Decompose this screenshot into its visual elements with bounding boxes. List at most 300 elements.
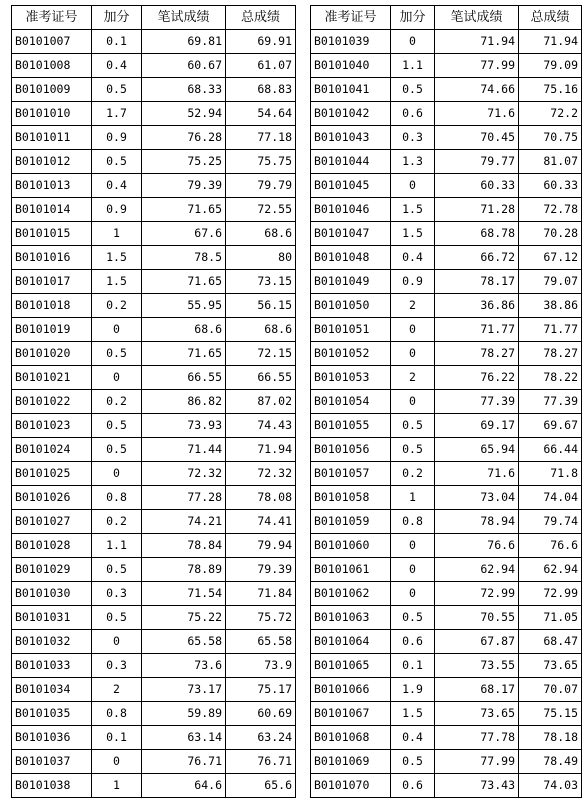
cell-total-score: 69.91: [226, 30, 296, 54]
table-row: [12, 486, 296, 510]
cell-bonus: 0.4: [92, 174, 142, 198]
cell-written-score: 36.86: [435, 294, 519, 318]
table-row: [12, 366, 296, 390]
cell-bonus: 0: [391, 174, 435, 198]
cell-candidate-id: B0101022: [12, 390, 92, 414]
cell-candidate-id: B0101041: [311, 78, 391, 102]
cell-total-score: 74.43: [226, 414, 296, 438]
cell-candidate-id: B0101052: [311, 342, 391, 366]
cell-total-score: 76.6: [519, 534, 582, 558]
cell-bonus: 1.5: [391, 222, 435, 246]
cell-total-score: 71.77: [519, 318, 582, 342]
cell-written-score: 73.93: [142, 414, 226, 438]
cell-total-score: 73.9: [226, 654, 296, 678]
cell-candidate-id: B0101033: [12, 654, 92, 678]
cell-candidate-id: B0101044: [311, 150, 391, 174]
table-row: [311, 486, 582, 510]
table-row: [311, 150, 582, 174]
score-table-right: [310, 5, 582, 798]
cell-bonus: 0.3: [391, 126, 435, 150]
cell-bonus: 0.5: [92, 438, 142, 462]
cell-written-score: 78.84: [142, 534, 226, 558]
cell-bonus: 0: [391, 558, 435, 582]
cell-candidate-id: B0101034: [12, 678, 92, 702]
cell-written-score: 75.22: [142, 606, 226, 630]
cell-total-score: 75.72: [226, 606, 296, 630]
table-row: [12, 102, 296, 126]
cell-bonus: 0: [391, 318, 435, 342]
cell-written-score: 69.81: [142, 30, 226, 54]
cell-bonus: 0.1: [92, 726, 142, 750]
cell-written-score: 86.82: [142, 390, 226, 414]
cell-written-score: 71.65: [142, 342, 226, 366]
cell-candidate-id: B0101048: [311, 246, 391, 270]
cell-written-score: 62.94: [435, 558, 519, 582]
cell-bonus: 0.6: [391, 774, 435, 798]
cell-written-score: 78.17: [435, 270, 519, 294]
cell-candidate-id: B0101065: [311, 654, 391, 678]
cell-candidate-id: B0101057: [311, 462, 391, 486]
cell-candidate-id: B0101028: [12, 534, 92, 558]
cell-written-score: 75.25: [142, 150, 226, 174]
table-row: [12, 78, 296, 102]
table-row: [12, 150, 296, 174]
cell-bonus: 0.8: [391, 510, 435, 534]
table-row: [311, 30, 582, 54]
cell-total-score: 74.04: [519, 486, 582, 510]
cell-written-score: 65.58: [142, 630, 226, 654]
score-table-left: [11, 5, 296, 798]
table-row: [12, 270, 296, 294]
table-row: [311, 222, 582, 246]
cell-written-score: 66.55: [142, 366, 226, 390]
cell-candidate-id: B0101058: [311, 486, 391, 510]
cell-candidate-id: B0101051: [311, 318, 391, 342]
cell-bonus: 0.1: [391, 654, 435, 678]
table-row: [311, 702, 582, 726]
cell-written-score: 71.65: [142, 198, 226, 222]
cell-total-score: 77.39: [519, 390, 582, 414]
cell-written-score: 73.17: [142, 678, 226, 702]
table-row: [12, 678, 296, 702]
cell-total-score: 77.18: [226, 126, 296, 150]
table-row: [311, 510, 582, 534]
cell-written-score: 71.54: [142, 582, 226, 606]
header-row: [12, 6, 296, 30]
table-row: [311, 678, 582, 702]
table-row: [12, 342, 296, 366]
cell-total-score: 72.32: [226, 462, 296, 486]
cell-bonus: 1: [92, 222, 142, 246]
cell-bonus: 1.5: [391, 198, 435, 222]
cell-total-score: 68.6: [226, 222, 296, 246]
cell-candidate-id: B0101007: [12, 30, 92, 54]
cell-total-score: 61.07: [226, 54, 296, 78]
cell-total-score: 79.39: [226, 558, 296, 582]
cell-written-score: 79.77: [435, 150, 519, 174]
cell-bonus: 0: [391, 30, 435, 54]
cell-candidate-id: B0101038: [12, 774, 92, 798]
cell-total-score: 79.09: [519, 54, 582, 78]
table-row: [12, 654, 296, 678]
cell-total-score: 56.15: [226, 294, 296, 318]
cell-candidate-id: B0101055: [311, 414, 391, 438]
cell-total-score: 65.6: [226, 774, 296, 798]
cell-candidate-id: B0101059: [311, 510, 391, 534]
cell-bonus: 0.2: [92, 294, 142, 318]
table-row: [311, 270, 582, 294]
cell-total-score: 78.49: [519, 750, 582, 774]
table-row: [12, 510, 296, 534]
cell-total-score: 79.94: [226, 534, 296, 558]
cell-bonus: 0.6: [391, 102, 435, 126]
cell-bonus: 0: [391, 342, 435, 366]
cell-total-score: 68.83: [226, 78, 296, 102]
cell-bonus: 1.5: [92, 270, 142, 294]
table-row: [311, 294, 582, 318]
cell-bonus: 0: [391, 390, 435, 414]
cell-candidate-id: B0101068: [311, 726, 391, 750]
cell-total-score: 60.69: [226, 702, 296, 726]
cell-candidate-id: B0101064: [311, 630, 391, 654]
cell-written-score: 77.78: [435, 726, 519, 750]
cell-candidate-id: B0101047: [311, 222, 391, 246]
cell-bonus: 0.8: [92, 702, 142, 726]
cell-total-score: 78.27: [519, 342, 582, 366]
cell-total-score: 73.15: [226, 270, 296, 294]
cell-bonus: 0.5: [92, 78, 142, 102]
cell-total-score: 70.75: [519, 126, 582, 150]
cell-bonus: 1.7: [92, 102, 142, 126]
header-total-score: 总成绩: [519, 6, 582, 30]
table-row: [311, 198, 582, 222]
header-bonus: 加分: [391, 6, 435, 30]
cell-total-score: 54.64: [226, 102, 296, 126]
cell-written-score: 71.94: [435, 30, 519, 54]
cell-candidate-id: B0101018: [12, 294, 92, 318]
table-row: [311, 558, 582, 582]
cell-total-score: 75.75: [226, 150, 296, 174]
cell-written-score: 73.6: [142, 654, 226, 678]
cell-written-score: 65.94: [435, 438, 519, 462]
cell-candidate-id: B0101045: [311, 174, 391, 198]
cell-candidate-id: B0101040: [311, 54, 391, 78]
cell-written-score: 66.72: [435, 246, 519, 270]
cell-bonus: 2: [391, 294, 435, 318]
table-row: [12, 30, 296, 54]
table-row: [12, 462, 296, 486]
cell-candidate-id: B0101021: [12, 366, 92, 390]
cell-candidate-id: B0101062: [311, 582, 391, 606]
header-row: [311, 6, 582, 30]
cell-candidate-id: B0101039: [311, 30, 391, 54]
cell-written-score: 52.94: [142, 102, 226, 126]
cell-bonus: 0: [92, 366, 142, 390]
table-row: [12, 606, 296, 630]
table-row: [311, 78, 582, 102]
table-row: [311, 414, 582, 438]
cell-candidate-id: B0101027: [12, 510, 92, 534]
cell-bonus: 0: [92, 462, 142, 486]
cell-candidate-id: B0101032: [12, 630, 92, 654]
cell-written-score: 71.6: [435, 102, 519, 126]
cell-bonus: 0.5: [391, 750, 435, 774]
header-written-score: 笔试成绩: [142, 6, 226, 30]
cell-total-score: 66.55: [226, 366, 296, 390]
cell-candidate-id: B0101063: [311, 606, 391, 630]
cell-written-score: 77.28: [142, 486, 226, 510]
cell-candidate-id: B0101036: [12, 726, 92, 750]
cell-bonus: 0: [391, 582, 435, 606]
header-candidate-id: 准考证号: [311, 6, 391, 30]
table-row: [311, 390, 582, 414]
cell-candidate-id: B0101061: [311, 558, 391, 582]
table-row: [311, 174, 582, 198]
cell-written-score: 70.45: [435, 126, 519, 150]
cell-bonus: 2: [92, 678, 142, 702]
cell-written-score: 68.17: [435, 678, 519, 702]
cell-candidate-id: B0101042: [311, 102, 391, 126]
cell-total-score: 78.08: [226, 486, 296, 510]
table-row: [311, 342, 582, 366]
cell-written-score: 72.32: [142, 462, 226, 486]
table-row: [311, 462, 582, 486]
table-row: [311, 54, 582, 78]
cell-total-score: 69.67: [519, 414, 582, 438]
table-row: [311, 750, 582, 774]
cell-written-score: 67.6: [142, 222, 226, 246]
cell-bonus: 1.1: [92, 534, 142, 558]
table-row: [311, 774, 582, 798]
table-row: [12, 390, 296, 414]
cell-written-score: 73.43: [435, 774, 519, 798]
cell-candidate-id: B0101049: [311, 270, 391, 294]
cell-bonus: 2: [391, 366, 435, 390]
cell-written-score: 71.6: [435, 462, 519, 486]
cell-candidate-id: B0101019: [12, 318, 92, 342]
table-row: [311, 438, 582, 462]
table-row: [12, 750, 296, 774]
cell-total-score: 75.15: [519, 702, 582, 726]
cell-candidate-id: B0101056: [311, 438, 391, 462]
cell-candidate-id: B0101054: [311, 390, 391, 414]
cell-bonus: 0.5: [391, 606, 435, 630]
cell-total-score: 79.79: [226, 174, 296, 198]
cell-bonus: 1.5: [391, 702, 435, 726]
cell-total-score: 72.2: [519, 102, 582, 126]
cell-candidate-id: B0101013: [12, 174, 92, 198]
cell-candidate-id: B0101010: [12, 102, 92, 126]
cell-total-score: 70.28: [519, 222, 582, 246]
header-total-score: 总成绩: [226, 6, 296, 30]
cell-written-score: 78.89: [142, 558, 226, 582]
cell-candidate-id: B0101029: [12, 558, 92, 582]
cell-written-score: 59.89: [142, 702, 226, 726]
cell-bonus: 1: [92, 774, 142, 798]
cell-written-score: 70.55: [435, 606, 519, 630]
cell-total-score: 79.74: [519, 510, 582, 534]
cell-written-score: 71.77: [435, 318, 519, 342]
cell-total-score: 76.71: [226, 750, 296, 774]
cell-written-score: 67.87: [435, 630, 519, 654]
table-row: [12, 222, 296, 246]
cell-candidate-id: B0101067: [311, 702, 391, 726]
cell-bonus: 0.3: [92, 654, 142, 678]
cell-total-score: 81.07: [519, 150, 582, 174]
cell-total-score: 74.41: [226, 510, 296, 534]
cell-written-score: 72.99: [435, 582, 519, 606]
header-bonus: 加分: [92, 6, 142, 30]
cell-bonus: 0.5: [92, 606, 142, 630]
cell-candidate-id: B0101066: [311, 678, 391, 702]
cell-written-score: 68.6: [142, 318, 226, 342]
cell-total-score: 72.99: [519, 582, 582, 606]
table-row: [311, 318, 582, 342]
cell-written-score: 79.39: [142, 174, 226, 198]
cell-bonus: 0.1: [92, 30, 142, 54]
cell-total-score: 65.58: [226, 630, 296, 654]
cell-bonus: 0: [391, 534, 435, 558]
cell-candidate-id: B0101031: [12, 606, 92, 630]
cell-candidate-id: B0101024: [12, 438, 92, 462]
cell-written-score: 55.95: [142, 294, 226, 318]
cell-written-score: 76.6: [435, 534, 519, 558]
cell-candidate-id: B0101016: [12, 246, 92, 270]
cell-bonus: 1.3: [391, 150, 435, 174]
cell-total-score: 79.07: [519, 270, 582, 294]
cell-bonus: 0.5: [92, 414, 142, 438]
cell-total-score: 72.78: [519, 198, 582, 222]
cell-bonus: 1.9: [391, 678, 435, 702]
cell-candidate-id: B0101070: [311, 774, 391, 798]
cell-written-score: 73.65: [435, 702, 519, 726]
header-written-score: 笔试成绩: [435, 6, 519, 30]
cell-total-score: 72.15: [226, 342, 296, 366]
cell-total-score: 71.05: [519, 606, 582, 630]
cell-written-score: 69.17: [435, 414, 519, 438]
cell-bonus: 1: [391, 486, 435, 510]
cell-written-score: 73.04: [435, 486, 519, 510]
cell-candidate-id: B0101069: [311, 750, 391, 774]
cell-written-score: 73.55: [435, 654, 519, 678]
score-table-right-body: [311, 30, 582, 798]
cell-bonus: 0.9: [391, 270, 435, 294]
cell-bonus: 0.9: [92, 198, 142, 222]
cell-written-score: 68.33: [142, 78, 226, 102]
table-row: [12, 318, 296, 342]
cell-bonus: 0.5: [92, 558, 142, 582]
cell-candidate-id: B0101011: [12, 126, 92, 150]
cell-bonus: 1.1: [391, 54, 435, 78]
cell-candidate-id: B0101043: [311, 126, 391, 150]
cell-total-score: 63.24: [226, 726, 296, 750]
cell-written-score: 77.99: [435, 54, 519, 78]
cell-total-score: 87.02: [226, 390, 296, 414]
table-row: [311, 366, 582, 390]
cell-bonus: 0.4: [391, 726, 435, 750]
table-row: [12, 198, 296, 222]
cell-total-score: 67.12: [519, 246, 582, 270]
cell-bonus: 0.2: [92, 510, 142, 534]
cell-bonus: 0: [92, 630, 142, 654]
cell-bonus: 0.2: [92, 390, 142, 414]
header-candidate-id: 准考证号: [12, 6, 92, 30]
cell-written-score: 77.99: [435, 750, 519, 774]
cell-written-score: 64.6: [142, 774, 226, 798]
cell-total-score: 62.94: [519, 558, 582, 582]
cell-bonus: 0.5: [92, 342, 142, 366]
table-row: [12, 582, 296, 606]
cell-candidate-id: B0101026: [12, 486, 92, 510]
table-row: [311, 726, 582, 750]
cell-total-score: 71.94: [519, 30, 582, 54]
cell-written-score: 78.5: [142, 246, 226, 270]
cell-written-score: 76.28: [142, 126, 226, 150]
table-row: [311, 630, 582, 654]
cell-bonus: 0.5: [391, 414, 435, 438]
cell-bonus: 0.5: [391, 438, 435, 462]
cell-candidate-id: B0101035: [12, 702, 92, 726]
cell-written-score: 74.66: [435, 78, 519, 102]
table-row: [311, 246, 582, 270]
table-row: [12, 774, 296, 798]
cell-total-score: 78.18: [519, 726, 582, 750]
table-row: [311, 126, 582, 150]
table-row: [12, 126, 296, 150]
table-row: [311, 582, 582, 606]
cell-bonus: 0.9: [92, 126, 142, 150]
cell-written-score: 71.65: [142, 270, 226, 294]
cell-total-score: 73.65: [519, 654, 582, 678]
cell-bonus: 0.6: [391, 630, 435, 654]
cell-candidate-id: B0101009: [12, 78, 92, 102]
cell-candidate-id: B0101023: [12, 414, 92, 438]
cell-total-score: 75.16: [519, 78, 582, 102]
table-row: [12, 438, 296, 462]
cell-candidate-id: B0101060: [311, 534, 391, 558]
cell-written-score: 76.22: [435, 366, 519, 390]
cell-total-score: 72.55: [226, 198, 296, 222]
cell-total-score: 74.03: [519, 774, 582, 798]
cell-bonus: 0: [92, 318, 142, 342]
cell-total-score: 71.94: [226, 438, 296, 462]
cell-candidate-id: B0101053: [311, 366, 391, 390]
cell-total-score: 80: [226, 246, 296, 270]
cell-bonus: 1.5: [92, 246, 142, 270]
cell-written-score: 68.78: [435, 222, 519, 246]
table-row: [12, 294, 296, 318]
table-row: [311, 102, 582, 126]
cell-candidate-id: B0101037: [12, 750, 92, 774]
cell-written-score: 74.21: [142, 510, 226, 534]
cell-bonus: 0.4: [92, 54, 142, 78]
cell-candidate-id: B0101015: [12, 222, 92, 246]
cell-bonus: 0.2: [391, 462, 435, 486]
cell-candidate-id: B0101050: [311, 294, 391, 318]
cell-candidate-id: B0101025: [12, 462, 92, 486]
cell-total-score: 78.22: [519, 366, 582, 390]
cell-candidate-id: B0101012: [12, 150, 92, 174]
cell-candidate-id: B0101008: [12, 54, 92, 78]
cell-written-score: 71.28: [435, 198, 519, 222]
cell-bonus: 0: [92, 750, 142, 774]
table-row: [12, 534, 296, 558]
cell-total-score: 75.17: [226, 678, 296, 702]
cell-total-score: 71.8: [519, 462, 582, 486]
cell-total-score: 60.33: [519, 174, 582, 198]
table-row: [12, 630, 296, 654]
cell-total-score: 70.07: [519, 678, 582, 702]
